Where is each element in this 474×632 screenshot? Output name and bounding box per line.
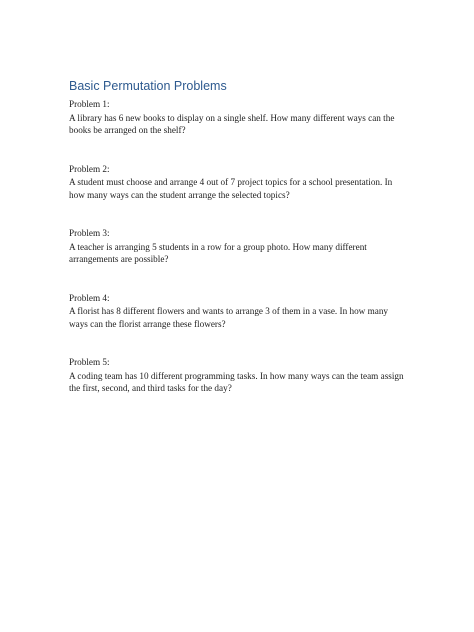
problem-text: A student must choose and arrange 4 out of 7 project topics for a school presentation. In how many ways can the student arrange the selected topics?: [69, 177, 393, 200]
problem-1: [69, 98, 409, 137]
problem-text: A teacher is arranging 5 students in a row for a group photo. How many different arrangements are possible?: [69, 241, 367, 264]
problem-label: Problem 5:: [69, 357, 110, 367]
problem-label: Problem 3:: [69, 228, 110, 238]
problem-5: [69, 356, 409, 395]
problem-text: A library has 6 new books to display on a single shelf. How many different ways can the books be arranged on the shelf?: [69, 112, 395, 135]
problem-2: [69, 163, 409, 202]
problem-label: Problem 4:: [69, 292, 110, 303]
document-title: Basic Permutation Problems: [69, 79, 227, 93]
problem-label: Problem 2:: [69, 163, 110, 174]
problem-3: [69, 227, 409, 266]
problem-text: A coding team has 10 different programming tasks. In how many ways can the team assign the first, second, and third tasks for the day?: [69, 370, 404, 393]
problem-text: A florist has 8 different flowers and wants to arrange 3 of them in a vase. In how many ways can the florist arrange these flowers?: [69, 306, 389, 329]
problem-4: [69, 292, 409, 331]
document-content: [69, 78, 409, 421]
problem-label: Problem 1:: [69, 99, 110, 109]
